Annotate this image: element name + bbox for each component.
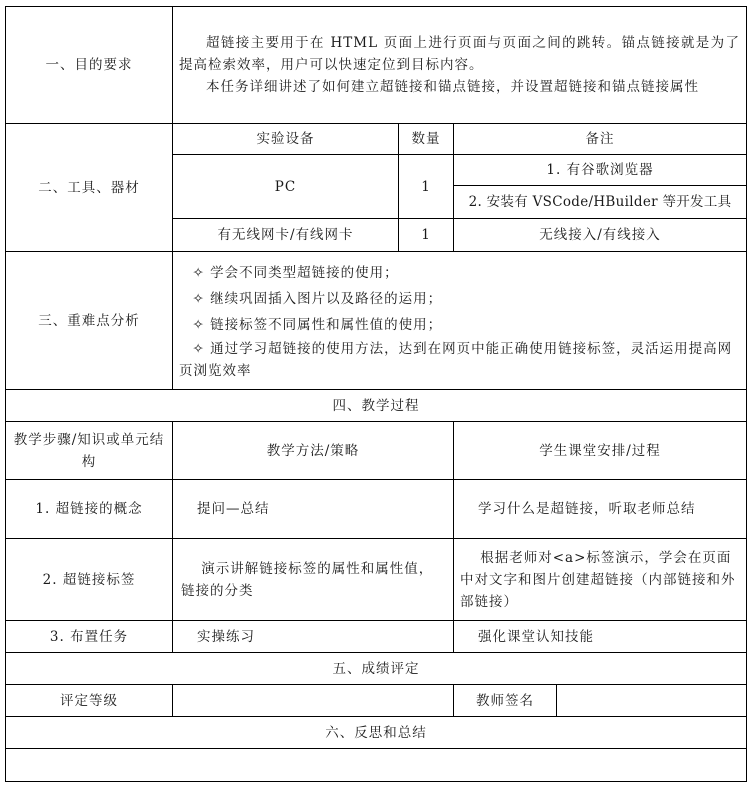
- process-method-text: 演示讲解链接标签的属性和属性值，链接的分类: [181, 560, 434, 599]
- reflection-content-row: [6, 749, 747, 782]
- process-method: 提问—总结: [173, 480, 454, 539]
- tools-quantity-network: 1: [399, 219, 454, 252]
- grading-level-value[interactable]: [173, 685, 454, 717]
- tools-header-equipment: 实验设备: [173, 124, 399, 155]
- process-student-text: 根据老师对<a>标签演示，学会在页面中对文字和图片创建超链接（内部链接和外部链接）: [460, 549, 736, 610]
- goals-paragraph-1: 超链接主要用于在 HTML 页面上进行页面与页面之间的跳转。锚点链接就是为了提高检索效率，用户可以快速定位到目标内容。: [179, 35, 741, 73]
- key-point-item: ✧ 继续巩固插入图片以及路径的运用；: [192, 290, 443, 307]
- key-point-item: ✧ 学会不同类型超链接的使用；: [192, 264, 399, 281]
- process-step: 1. 超链接的概念: [6, 480, 173, 539]
- process-header-step: 教学步骤/知识或单元结构: [6, 422, 173, 480]
- tools-note-network: 无线接入/有线接入: [454, 219, 747, 252]
- process-row: [6, 539, 747, 621]
- key-points-row: [6, 252, 747, 390]
- process-row: [6, 480, 747, 539]
- tools-note-pc-1: 1. 有谷歌浏览器: [454, 155, 747, 186]
- process-student: 学习什么是超链接，听取老师总结: [454, 480, 747, 539]
- key-points-label: 三、重难点分析: [6, 252, 173, 390]
- goals-row: [6, 7, 747, 124]
- grading-signature-value[interactable]: [557, 685, 747, 717]
- grading-title-row: [6, 653, 747, 685]
- grading-title: 五、成绩评定: [6, 653, 747, 685]
- reflection-title-row: [6, 717, 747, 749]
- process-header-method: 教学方法/策略: [173, 422, 454, 480]
- process-header-row: [6, 422, 747, 480]
- process-row: [6, 621, 747, 653]
- goals-paragraph-2: 本任务详细讲述了如何建立超链接和锚点链接，并设置超链接和锚点链接属性: [206, 79, 699, 95]
- tools-header-quantity: 数量: [399, 124, 454, 155]
- process-title: 四、教学过程: [6, 390, 747, 422]
- key-point-item: ✧ 通过学习超链接的使用方法，达到在网页中能正确使用链接标签，灵活运用提高网页浏览效率: [179, 340, 733, 379]
- tools-equipment-pc: PC: [173, 155, 399, 219]
- grading-row: [6, 685, 747, 717]
- goals-content: [173, 7, 747, 124]
- grading-signature-label: [454, 685, 557, 717]
- tools-header-row: [6, 124, 747, 155]
- tools-quantity-pc: 1: [399, 155, 454, 219]
- tools-label: 二、工具、器材: [6, 124, 173, 252]
- grading-signature-label-text: 教师签名: [476, 692, 534, 709]
- process-method: [173, 539, 454, 621]
- process-student: [454, 539, 747, 621]
- key-points-content: [173, 252, 747, 390]
- goals-label: 一、目的要求: [6, 7, 173, 124]
- lesson-plan-table: [5, 6, 747, 782]
- process-step: 2. 超链接标签: [6, 539, 173, 621]
- process-step: 3. 布置任务: [6, 621, 173, 653]
- process-student: 强化课堂认知技能: [454, 621, 747, 653]
- process-header-student: 学生课堂安排/过程: [454, 422, 747, 480]
- tools-header-notes: 备注: [454, 124, 747, 155]
- reflection-title: 六、反思和总结: [6, 717, 747, 749]
- grading-level-label: 评定等级: [6, 685, 173, 717]
- key-point-item: ✧ 链接标签不同属性和属性值的使用；: [192, 316, 443, 333]
- tools-equipment-network: 有无线网卡/有线网卡: [173, 219, 399, 252]
- process-title-row: [6, 390, 747, 422]
- tools-note-pc-2: 2. 安装有 VSCode/HBuilder 等开发工具: [454, 186, 747, 219]
- reflection-content[interactable]: [6, 749, 747, 782]
- process-method: 实操练习: [173, 621, 454, 653]
